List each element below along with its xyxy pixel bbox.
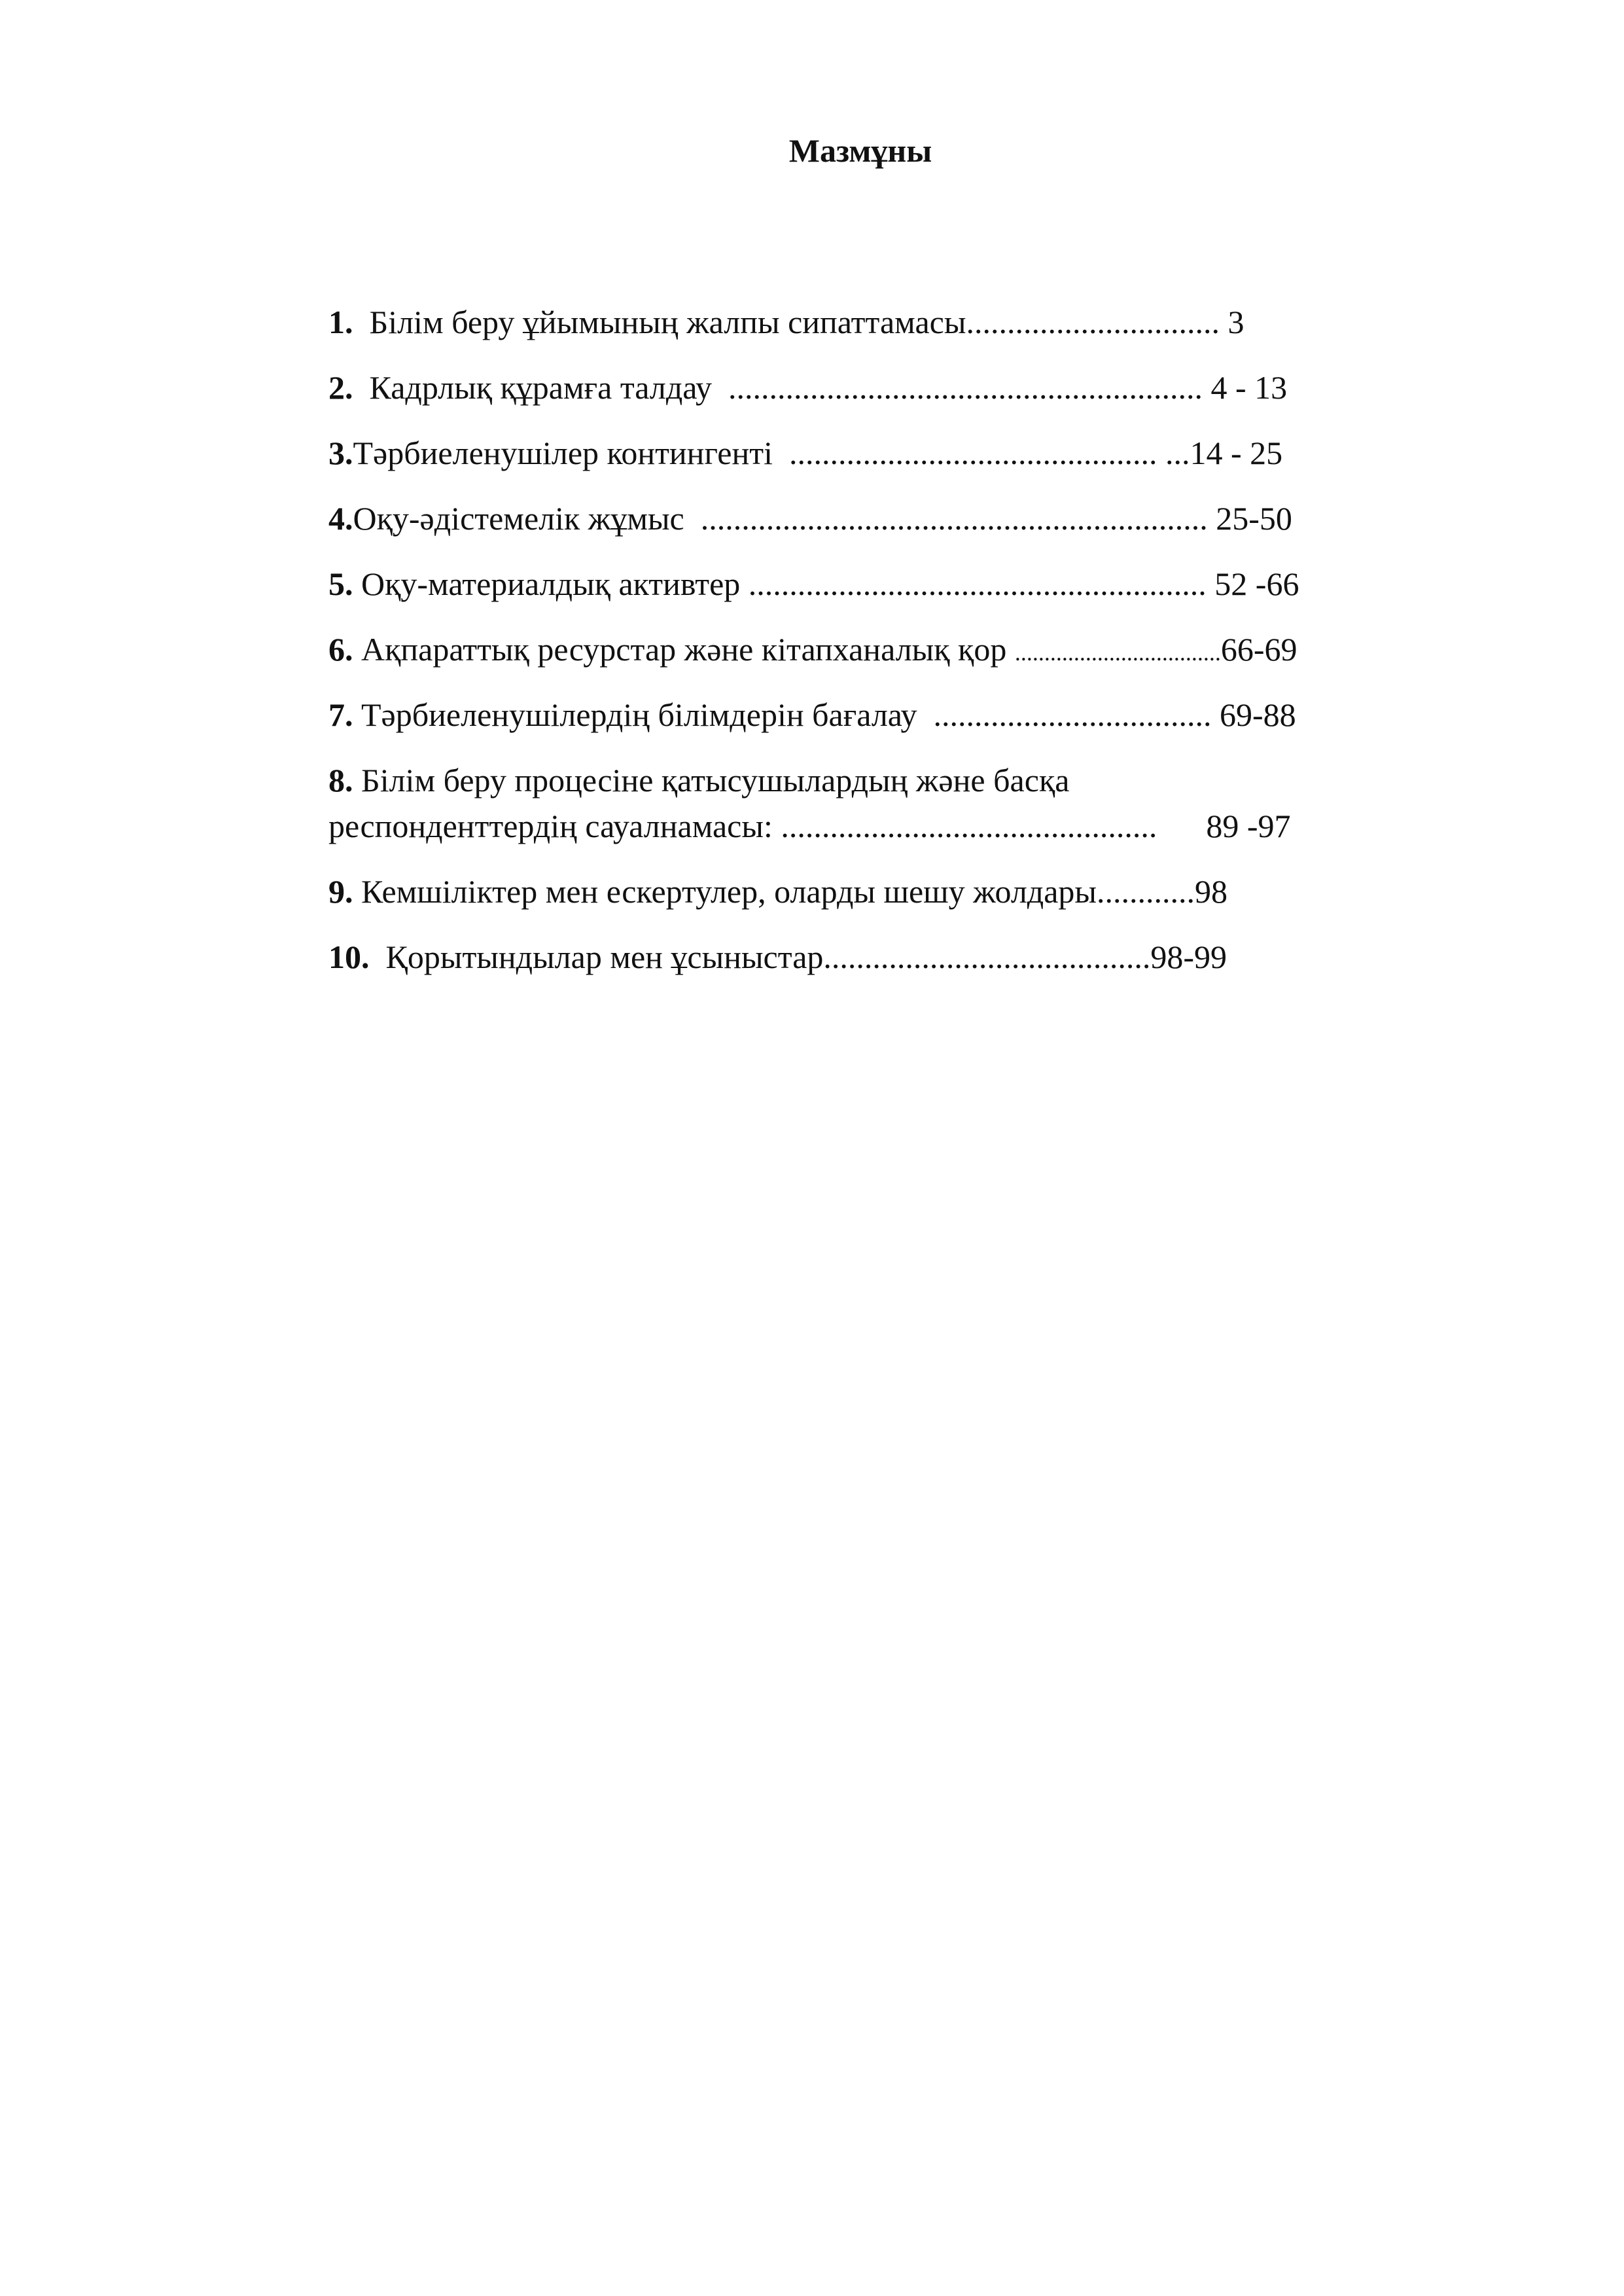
toc-number: 10. bbox=[328, 939, 370, 975]
toc-entry bbox=[328, 564, 1299, 603]
toc-pages: 52 -66 bbox=[1206, 565, 1299, 602]
toc-text: Тәрбиеленушілер контингенті bbox=[353, 435, 789, 471]
toc-text: Оқу-әдістемелік жұмыс bbox=[353, 500, 701, 537]
page-title: Мазмұны bbox=[788, 132, 932, 169]
toc-number: 8. bbox=[328, 762, 353, 798]
toc-leader: .......................................................... bbox=[728, 369, 1203, 406]
toc-pages: 4 - 13 bbox=[1202, 369, 1288, 406]
toc-leader: ............................... bbox=[966, 304, 1220, 340]
toc-entry-continuation bbox=[328, 806, 1291, 846]
toc-text: Білім беру процесіне қатысушылардың және басқа bbox=[361, 762, 1070, 798]
toc-number: 4. bbox=[328, 500, 353, 537]
toc-number: 2. bbox=[328, 369, 353, 406]
toc-number: 3. bbox=[328, 435, 353, 471]
toc-leader: ............ bbox=[1097, 873, 1195, 910]
toc-pages: 3 bbox=[1219, 304, 1244, 340]
toc-pages: 66-69 bbox=[1220, 631, 1297, 668]
toc-entry bbox=[328, 433, 1282, 473]
toc-text: Оқу-материалдық активтер bbox=[361, 565, 749, 602]
toc-text: Тәрбиеленушілердің білімдерін бағалау bbox=[361, 696, 934, 733]
toc-text: респонденттердің сауалнамасы: bbox=[328, 808, 781, 844]
toc-text: Білім беру ұйымының жалпы сипаттамасы bbox=[369, 304, 966, 340]
toc-leader: .............................................. bbox=[781, 808, 1157, 844]
toc-number: 6. bbox=[328, 631, 353, 668]
toc-entry bbox=[328, 937, 1227, 977]
toc-text: Кемшіліктер мен ескертулер, оларды шешу жолдары bbox=[361, 873, 1097, 910]
toc-entry bbox=[328, 368, 1287, 407]
toc-entry bbox=[328, 630, 1297, 672]
toc-leader: ................................... bbox=[1014, 639, 1221, 666]
toc-pages: 89 -97 bbox=[1157, 808, 1291, 844]
toc-number: 7. bbox=[328, 696, 353, 733]
toc-leader: ........................................................ bbox=[748, 565, 1207, 602]
toc-leader: .................................. bbox=[933, 696, 1212, 733]
toc-entry bbox=[328, 695, 1296, 734]
toc-pages: 98-99 bbox=[1150, 939, 1227, 975]
toc-text: Кадрлық құрамға талдау bbox=[369, 369, 728, 406]
toc-pages: 25-50 bbox=[1207, 500, 1292, 537]
toc-entry bbox=[328, 761, 1069, 800]
toc-leader: .............................................................. bbox=[700, 500, 1208, 537]
toc-entry bbox=[328, 499, 1292, 538]
toc-number: 5. bbox=[328, 565, 353, 602]
toc-entry bbox=[328, 302, 1244, 342]
toc-number: 9. bbox=[328, 873, 353, 910]
toc-pages: 98 bbox=[1195, 873, 1227, 910]
toc-leader: ........................................ bbox=[823, 939, 1151, 975]
toc-leader: ............................................. bbox=[788, 435, 1157, 471]
toc-entry bbox=[328, 872, 1227, 911]
toc-text: Қорытындылар мен ұсыныстар bbox=[385, 939, 824, 975]
toc-pages: 69-88 bbox=[1211, 696, 1296, 733]
toc-text: Ақпараттық ресурстар және кітапханалық қор bbox=[361, 631, 1015, 668]
toc-number: 1. bbox=[328, 304, 353, 340]
toc-pages: ...14 - 25 bbox=[1157, 435, 1283, 471]
